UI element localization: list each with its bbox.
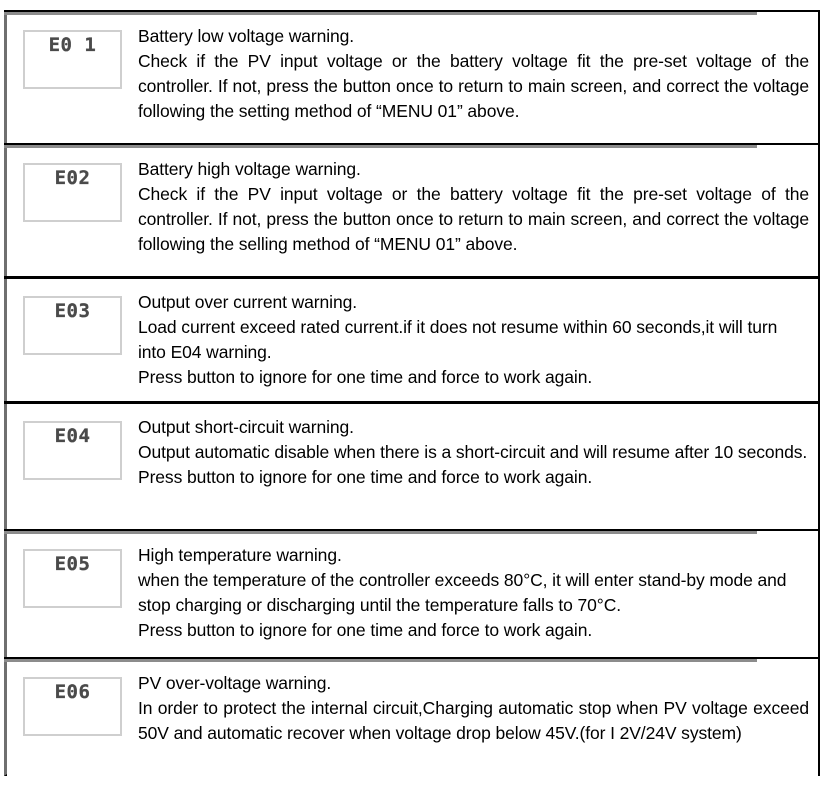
fault-code-label: E0 1: [48, 34, 97, 56]
lcd-display-cell: [7, 276, 138, 355]
description-cell: [138, 143, 818, 267]
fault-code-label: E03: [54, 300, 91, 322]
table-row: [7, 401, 818, 529]
lcd-display-cell: [7, 10, 138, 89]
fault-code-table: [4, 10, 820, 776]
fault-body: Check if the PV input voltage or the battery voltage fit the pre-set voltage of the controller. If not, press the button once to return to main screen, and correct the voltage following the setting method of “MENU 01” above.: [138, 51, 809, 121]
fault-code-label: E05: [54, 553, 91, 575]
fault-extra: Press button to ignore for one time and force to work again.: [138, 620, 593, 640]
lcd-display-cell: [7, 657, 138, 736]
table-row: [7, 143, 818, 276]
fault-heading: Battery high voltage warning.: [138, 159, 361, 179]
description-cell: [138, 276, 818, 400]
lcd-display-cell: [7, 401, 138, 480]
fault-heading: Battery low voltage warning.: [138, 26, 355, 46]
fault-body: Check if the PV input voltage or the battery voltage fit the pre-set voltage of the controller. If not, press the button once to return to main screen, and correct the voltage following the selling method of “MENU 01” above.: [138, 184, 809, 254]
description-cell: [138, 657, 818, 756]
description-cell: [138, 529, 818, 653]
description-cell: [138, 401, 818, 500]
description-cell: [138, 10, 818, 134]
table-row: [7, 529, 818, 657]
lcd-display-e03: [23, 296, 122, 355]
fault-heading: High temperature warning.: [138, 545, 342, 565]
fault-body: Output automatic disable when there is a short-circuit and will resume after 10 seconds.: [138, 442, 808, 462]
fault-heading: Output short-circuit warning.: [138, 417, 354, 437]
lcd-display-e01: [23, 30, 122, 89]
fault-heading: PV over-voltage warning.: [138, 673, 332, 693]
lcd-display-e06: [23, 677, 122, 736]
table-row: [7, 657, 818, 776]
table-row: [7, 276, 818, 401]
fault-code-label: E06: [54, 681, 91, 703]
fault-body: Load current exceed rated current.if it does not resume within 60 seconds,it will turn into E04 warning.: [138, 317, 782, 362]
lcd-display-e05: [23, 549, 122, 608]
fault-extra: Press button to ignore for one time and force to work again.: [138, 467, 593, 487]
lcd-display-e04: [23, 421, 122, 480]
lcd-display-e02: [23, 163, 122, 222]
fault-heading: Output over current warning.: [138, 292, 357, 312]
fault-body: when the temperature of the controller exceeds 80°C, it will enter stand-by mode and stop charging or discharging until the temperature falls to 70°C.: [138, 570, 792, 615]
fault-extra: Press button to ignore for one time and force to work again.: [138, 367, 593, 387]
fault-body: In order to protect the internal circuit,Charging automatic stop when PV voltage exceed 50V and automatic recover when voltage drop below 45V.(for I 2V/24V system): [138, 698, 809, 743]
fault-code-label: E02: [54, 167, 91, 189]
fault-code-label: E04: [54, 425, 91, 447]
lcd-display-cell: [7, 529, 138, 608]
lcd-display-cell: [7, 143, 138, 222]
table-row: [7, 10, 818, 143]
